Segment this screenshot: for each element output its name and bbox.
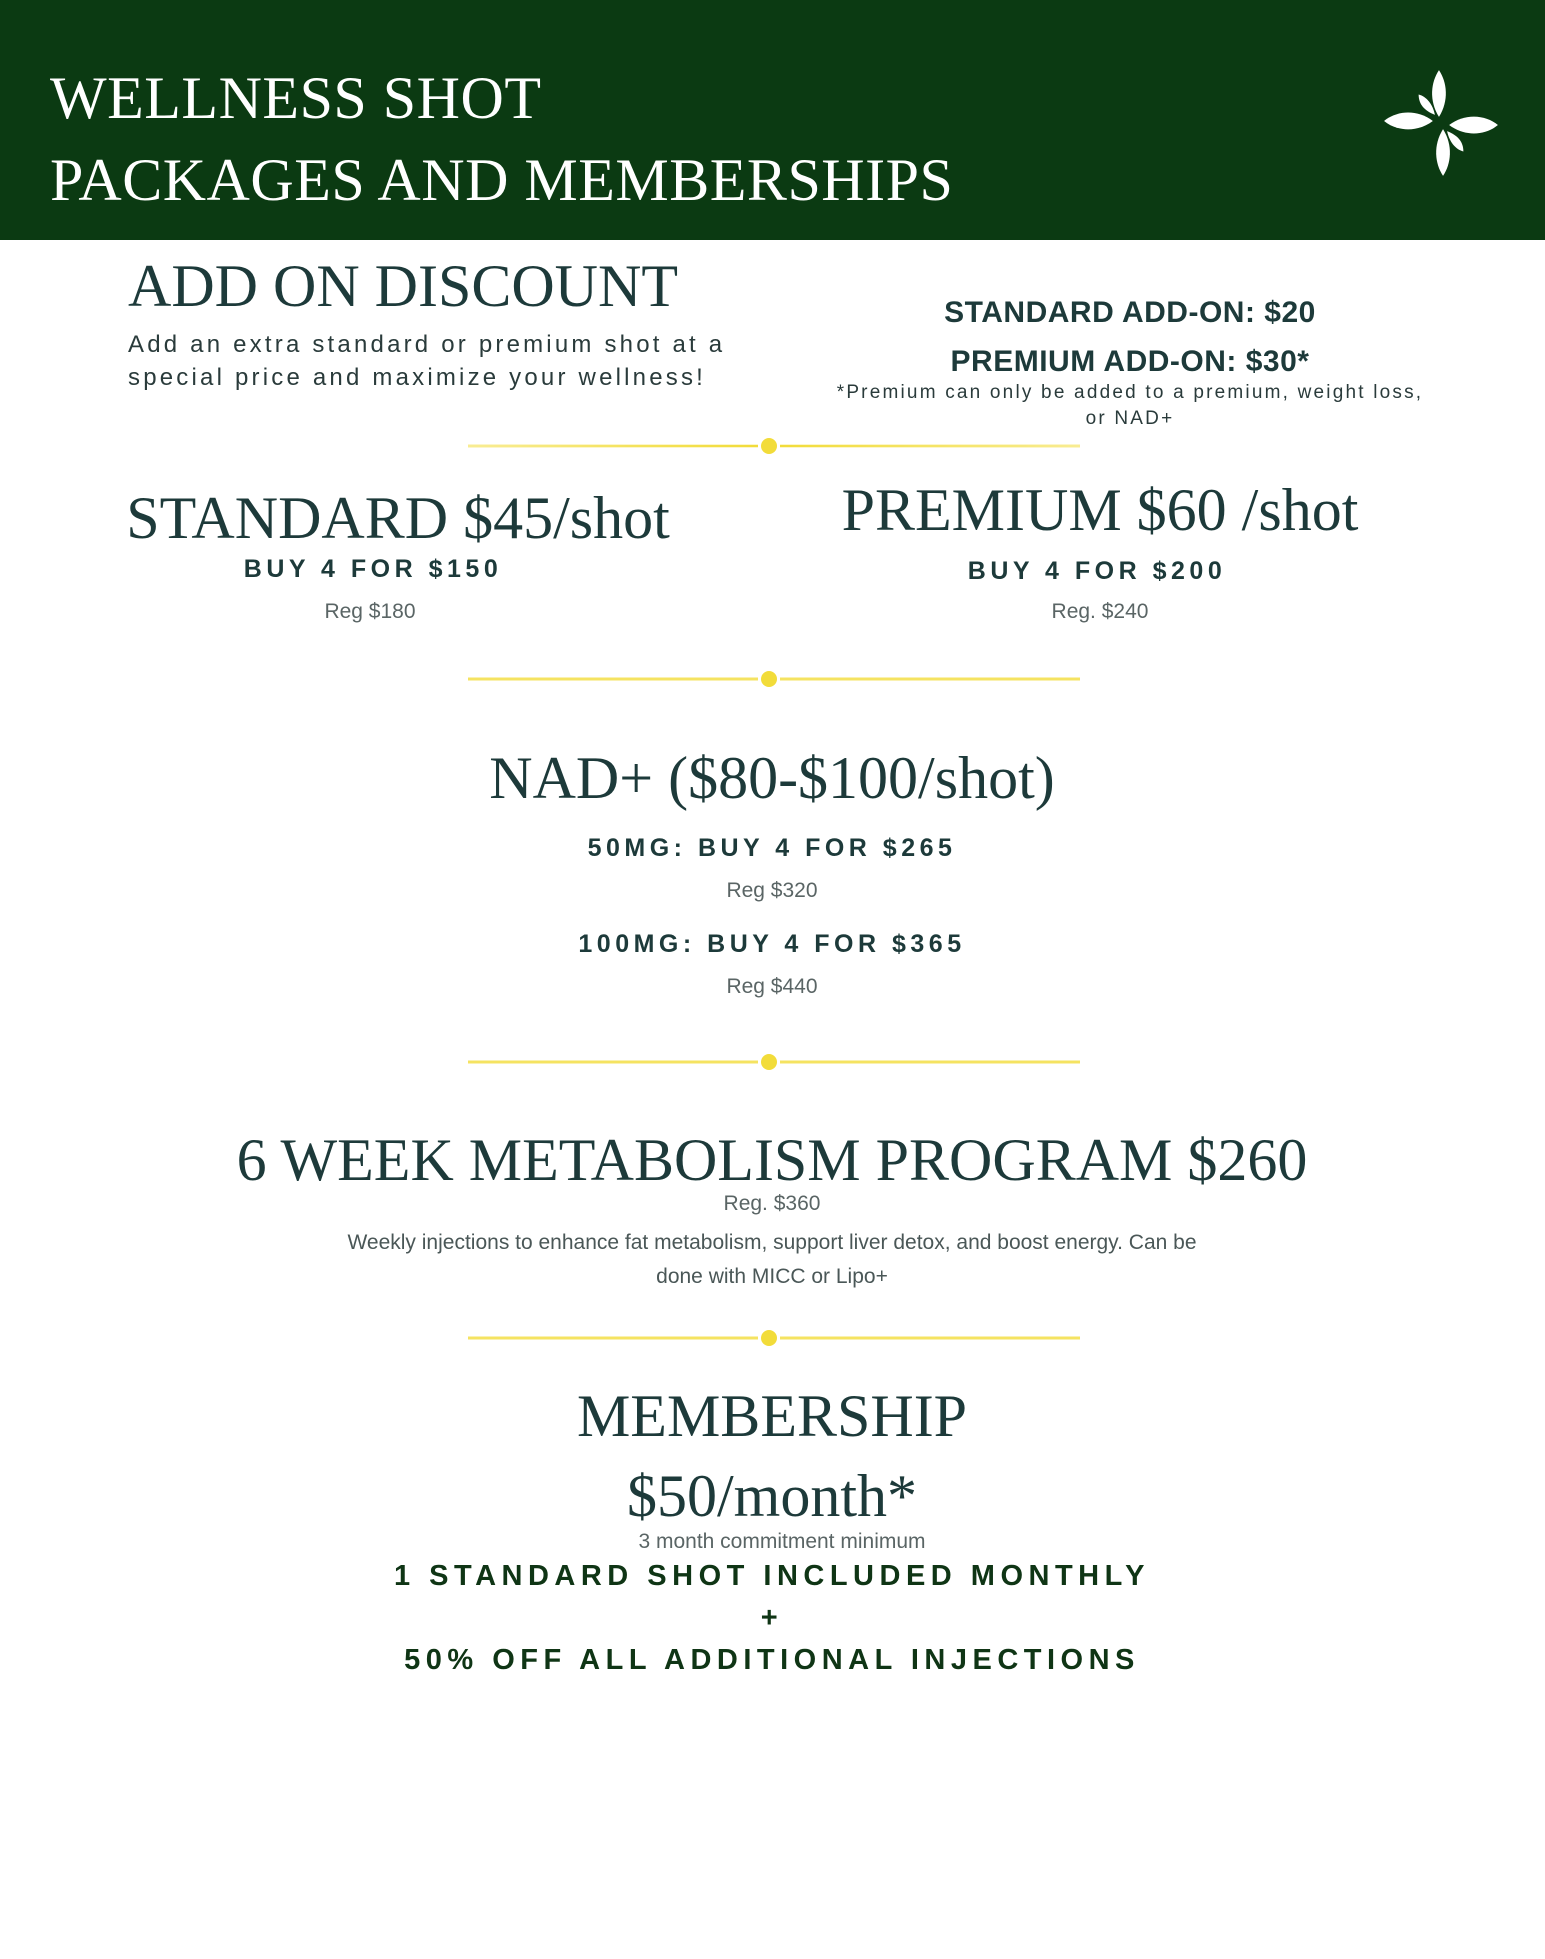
gold-divider <box>468 436 1080 456</box>
nad-100mg-deal: 100MG: BUY 4 FOR $365 <box>578 930 966 958</box>
membership-benefit-1: 1 STANDARD SHOT INCLUDED MONTHLY <box>393 1560 1150 1592</box>
premium-deal: BUY 4 FOR $200 <box>967 557 1227 585</box>
premium-add-on-note: *Premium can only be added to a premium, weight loss, or NAD+ <box>836 382 1424 429</box>
metabolism-regular-price: Reg. $360 <box>723 1192 821 1215</box>
add-on-description: Add an extra standard or premium shot at a special price and maximize your wellness! <box>128 331 726 391</box>
membership-title: MEMBERSHIP <box>576 1383 968 1449</box>
metabolism-title: 6 WEEK METABOLISM PROGRAM $260 <box>236 1127 1308 1193</box>
leaf-flower-icon <box>1378 62 1504 184</box>
gold-divider <box>468 1052 1080 1072</box>
gold-divider <box>468 1328 1080 1348</box>
page-title-line2: PACKAGES AND MEMBERSHIPS <box>50 147 954 213</box>
membership-benefit-2: 50% OFF ALL ADDITIONAL INJECTIONS <box>404 1644 1140 1676</box>
nad-title: NAD+ ($80-$100/shot) <box>489 745 1055 811</box>
premium-add-on-price: PREMIUM ADD-ON: $30* <box>950 345 1310 378</box>
metabolism-description-line2: done with MICC or Lipo+ <box>656 1265 888 1288</box>
add-on-heading: ADD ON DISCOUNT <box>128 253 678 319</box>
membership-plus: + <box>760 1602 784 1634</box>
gold-divider <box>468 669 1080 689</box>
standard-add-on-price: STANDARD ADD-ON: $20 <box>944 296 1316 329</box>
membership-price: $50/month* <box>626 1463 917 1529</box>
page-title-line1: WELLNESS SHOT <box>50 65 542 131</box>
header-banner <box>0 0 1545 240</box>
nad-50mg-deal: 50MG: BUY 4 FOR $265 <box>587 834 957 862</box>
metabolism-description-line1: Weekly injections to enhance fat metabolism, support liver detox, and boost energy. Can be <box>347 1231 1197 1254</box>
premium-regular-price: Reg. $240 <box>1051 600 1149 623</box>
standard-regular-price: Reg $180 <box>324 600 416 623</box>
nad-50mg-regular-price: Reg $320 <box>726 879 818 902</box>
membership-commitment: 3 month commitment minimum <box>638 1530 926 1553</box>
nad-100mg-regular-price: Reg $440 <box>726 975 818 998</box>
standard-title: STANDARD $45/shot <box>126 485 670 551</box>
standard-deal: BUY 4 FOR $150 <box>243 555 503 583</box>
premium-title: PREMIUM $60 /shot <box>841 477 1359 543</box>
